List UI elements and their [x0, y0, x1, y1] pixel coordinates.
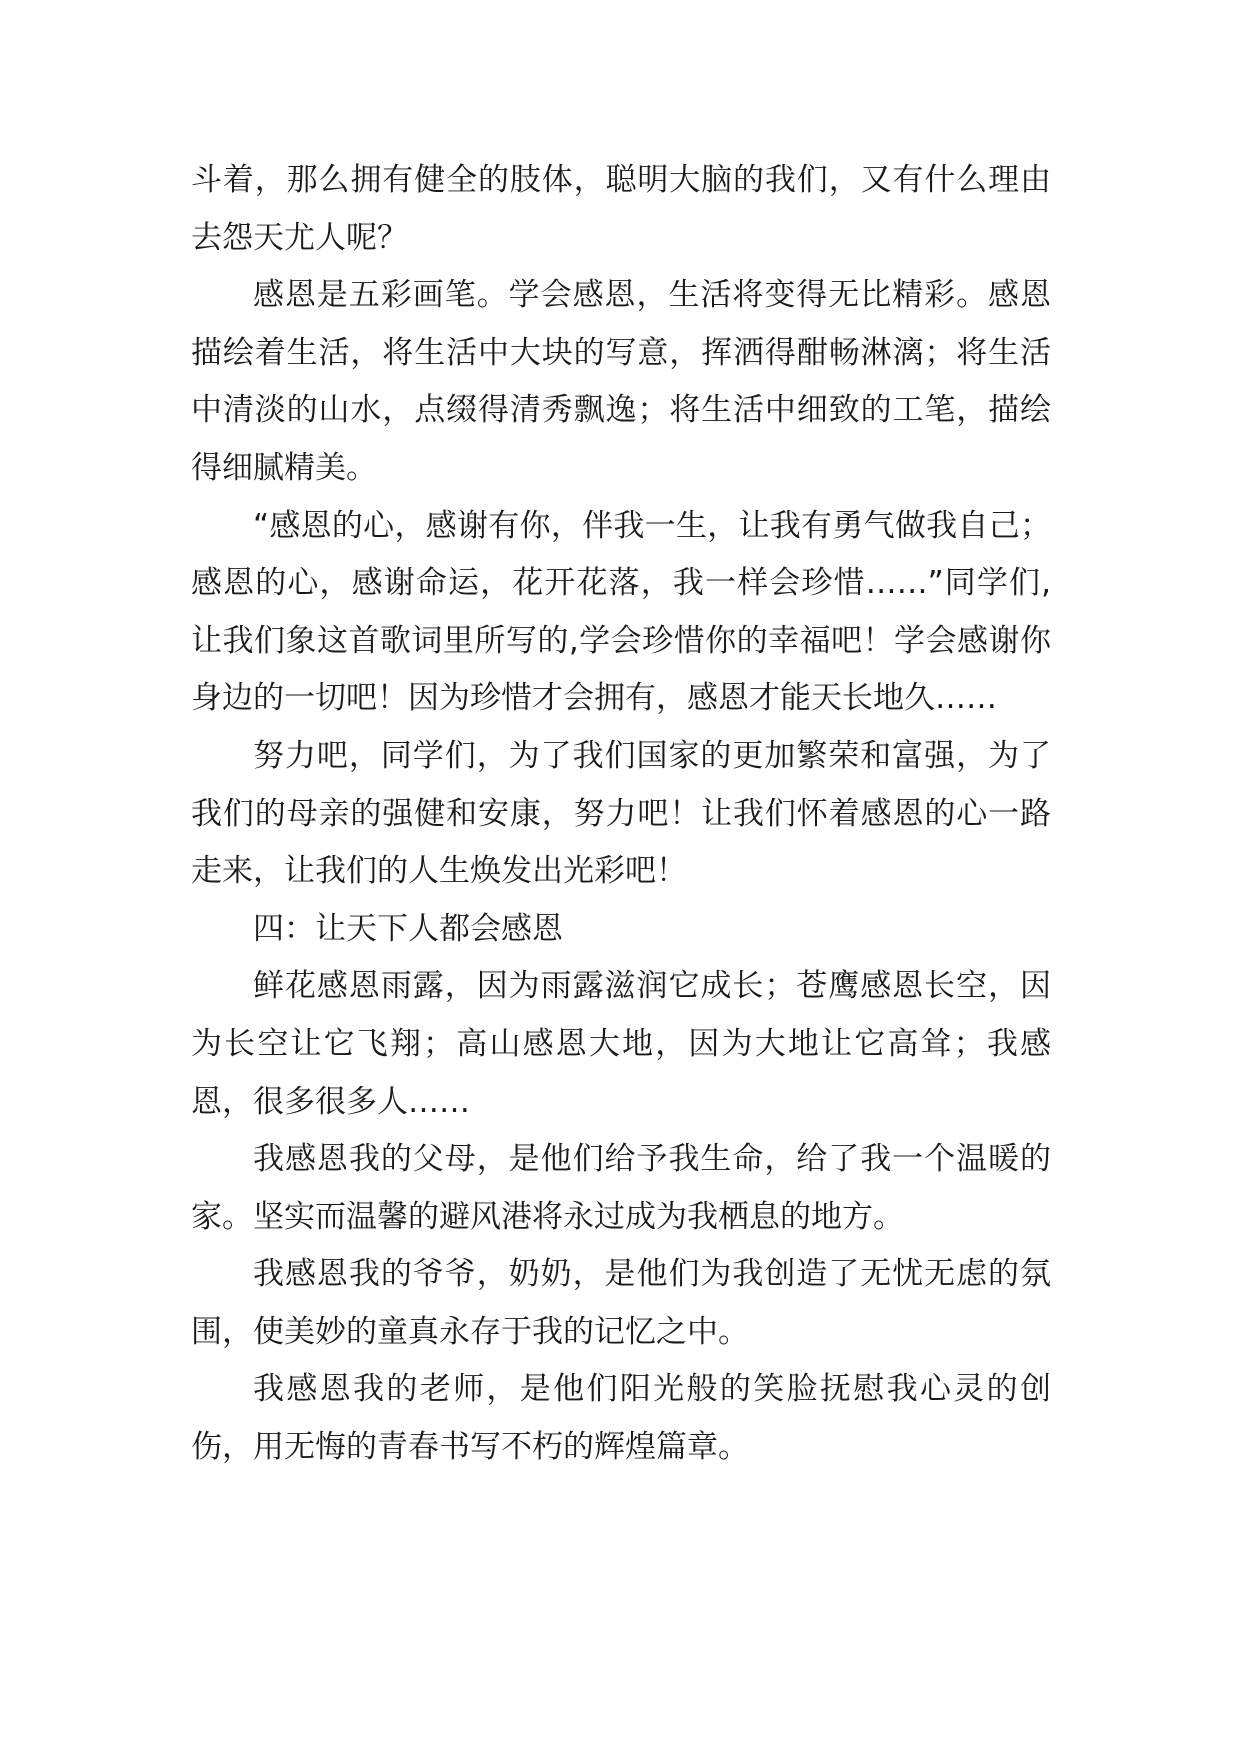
section-heading: 四：让天下人都会感恩 [253, 910, 563, 947]
paragraph-6: 鲜花感恩雨露，因为雨露滋润它成长；苍鹰感恩长空，因为长空让它飞翔；高山感恩大地，因为大地让它高耸；我感恩，很多很多人…… [191, 968, 1051, 1120]
paragraph-7: 我感恩我的父母，是他们给予我生命，给了我一个温暖的家。坚实而温馨的避风港将永过成为我栖息的地方。 [191, 1141, 1051, 1235]
paragraph-2: 感恩是五彩画笔。学会感恩，生活将变得无比精彩。感恩描绘着生活，将生活中大块的写意，挥洒得酣畅淋漓；将生活中清淡的山水，点缀得清秀飘逸；将生活中细致的工笔，描绘得细腻精美。 [191, 277, 1051, 486]
paragraph-8: 我感恩我的爷爷，奶奶，是他们为我创造了无忧无虑的氛围，使美妙的童真永存于我的记忆之中。 [191, 1256, 1051, 1350]
paragraph-3: “感恩的心，感谢有你，伴我一生，让我有勇气做我自己；感恩的心，感谢命运，花开花落，我一样会珍惜……”同学们,让我们象这首歌词里所写的,学会珍惜你的幸福吧！学会感谢你身边的一切吧！因为珍惜才会拥有，感恩才能天长地久…… [191, 507, 1051, 717]
paragraph-9: 我感恩我的老师，是他们阳光般的笑脸抚慰我心灵的创伤，用无悔的青春书写不朽的辉煌篇章。 [191, 1371, 1051, 1466]
paragraph-1: 斗着，那么拥有健全的肢体，聪明大脑的我们，又有什么理由去怨天尤人呢？ [191, 162, 1051, 256]
document-body [191, 152, 1051, 1477]
paragraph-4: 努力吧，同学们，为了我们国家的更加繁荣和富强，为了我们的母亲的强健和安康，努力吧！让我们怀着感恩的心一路走来，让我们的人生焕发出光彩吧！ [191, 737, 1051, 890]
